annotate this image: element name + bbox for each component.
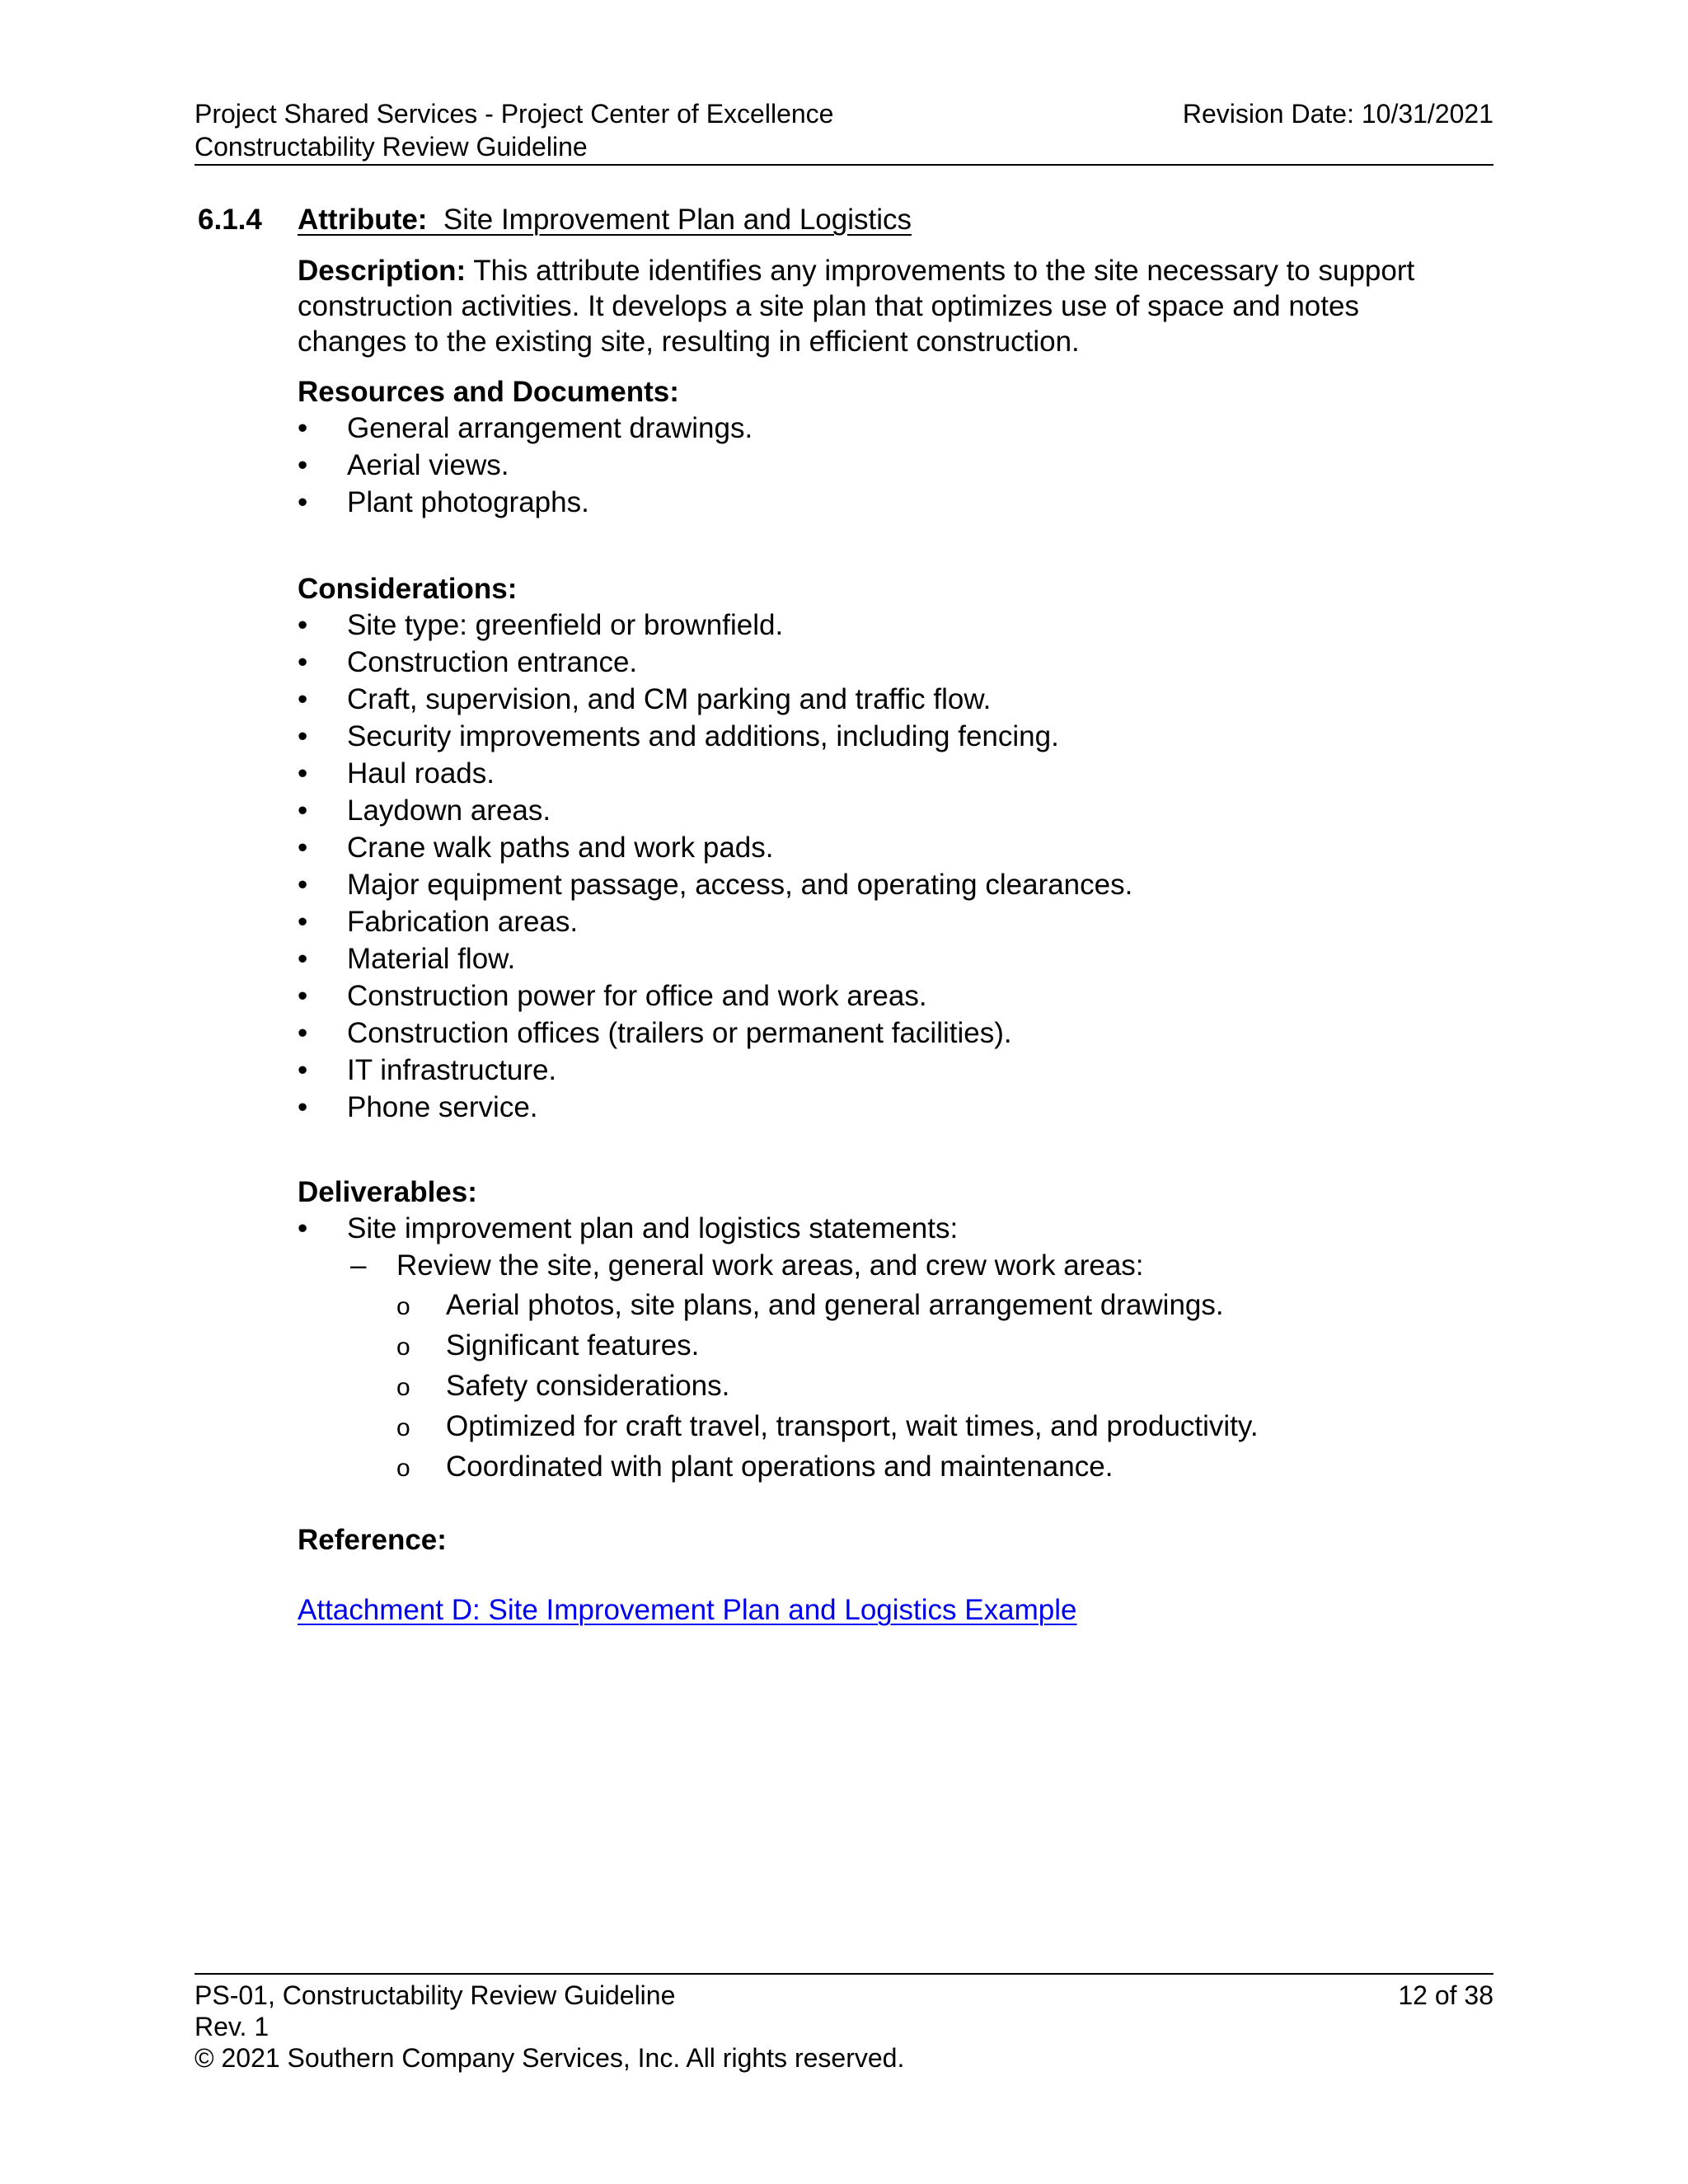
considerations-heading: Considerations: [298,573,518,605]
description-line-2: construction activities. It develops a site plan that optimizes use of space and notes [298,290,1359,322]
reference-link[interactable]: Attachment D: Site Improvement Plan and Logistics Example [298,1594,1077,1626]
bullet-icon: • [298,906,308,938]
considerations-block [298,571,1493,1126]
deliverables-heading: Deliverables: [298,1176,477,1208]
bullet-icon: • [298,943,308,975]
list-item: • Craft, supervision, and CM parking and traffic flow. [298,681,1493,718]
description-line-3: changes to the existing site, resulting in efficient construction. [298,326,1080,358]
page-footer [195,1980,1493,2074]
list-item: o Aerial photos, site plans, and general arrangement drawings. [298,1285,1493,1325]
list-item: o Optimized for craft travel, transport, wait times, and productivity. [298,1406,1493,1446]
bullet-icon: • [298,832,308,864]
list-item: o Significant features. [298,1325,1493,1366]
resources-block [298,374,1493,521]
reference-heading: Reference: [298,1524,447,1556]
bullet-icon: • [298,683,308,715]
deliverables-list [298,1210,1493,1247]
description-label: Description: [298,255,467,287]
bullet-icon: • [298,980,308,1012]
attribute-label: Attribute: [298,204,428,236]
bullet-icon: • [298,1017,308,1049]
dash-icon: – [350,1249,367,1282]
footer-copyright: © 2021 Southern Company Services, Inc. All rights reserved. [195,2043,905,2073]
reference-block [298,1522,1493,1558]
bullet-icon: • [298,486,308,518]
bullet-icon: • [298,869,308,901]
bullet-icon: • [298,757,308,790]
list-item: • General arrangement drawings. [298,410,1493,447]
list-item: • Crane walk paths and work pads. [298,829,1493,866]
description-block [298,253,1493,359]
deliverables-block [298,1174,1493,1487]
circle-bullet-icon: o [396,1293,410,1320]
list-item: • Plant photographs. [298,484,1493,521]
resources-heading: Resources and Documents: [298,376,679,408]
bullet-icon: • [298,1212,308,1244]
footer-divider [195,1973,1493,1975]
bullet-icon: • [298,1054,308,1086]
attribute-title: Site Improvement Plan and Logistics [443,204,912,236]
bullet-icon: • [298,1091,308,1123]
header-org-line: Project Shared Services - Project Center of Excellence [195,99,834,129]
list-item: • Major equipment passage, access, and operating clearances. [298,866,1493,903]
header-doc-title: Constructability Review Guideline [195,132,588,162]
list-item: • Security improvements and additions, including fencing. [298,718,1493,755]
bullet-icon: • [298,609,308,641]
section-number: 6.1.4 [198,204,262,236]
header-revision-date: Revision Date: 10/31/2021 [1182,99,1493,129]
list-item: • Construction entrance. [298,644,1493,681]
list-item: • Haul roads. [298,755,1493,792]
list-item: • Site improvement plan and logistics statements: [298,1210,1493,1247]
considerations-list [298,607,1493,1126]
bullet-icon: • [298,794,308,827]
section-title [298,202,912,238]
bullet-icon: • [298,720,308,752]
bullet-icon: • [298,646,308,678]
list-item: • Aerial views. [298,447,1493,484]
reference-link-block [298,1592,1493,1628]
list-item: • IT infrastructure. [298,1052,1493,1089]
page-header [195,97,1493,163]
list-item: o Safety considerations. [298,1366,1493,1406]
list-item: • Site type: greenfield or brownfield. [298,607,1493,644]
list-item: • Material flow. [298,940,1493,977]
list-item: • Laydown areas. [298,792,1493,829]
description-line-1: This attribute identifies any improvements to the site necessary to support [473,255,1415,287]
bullet-icon: • [298,449,308,481]
bullet-icon: • [298,412,308,444]
list-item: – Review the site, general work areas, and crew work areas: [298,1247,1493,1285]
circle-bullet-icon: o [396,1455,410,1482]
list-item: • Phone service. [298,1089,1493,1126]
footer-page-number: 12 of 38 [1398,1980,1493,2010]
circle-bullet-icon: o [396,1374,410,1401]
footer-revision: Rev. 1 [195,2012,270,2041]
circle-bullet-icon: o [396,1414,410,1441]
list-item: o Coordinated with plant operations and maintenance. [298,1446,1493,1487]
circle-bullet-icon: o [396,1333,410,1361]
list-item: • Construction offices (trailers or permanent facilities). [298,1015,1493,1052]
footer-doc-id: PS-01, Constructability Review Guideline [195,1980,676,2010]
list-item: • Construction power for office and work areas. [298,977,1493,1015]
header-divider [195,164,1493,166]
resources-list [298,410,1493,521]
list-item: • Fabrication areas. [298,903,1493,940]
